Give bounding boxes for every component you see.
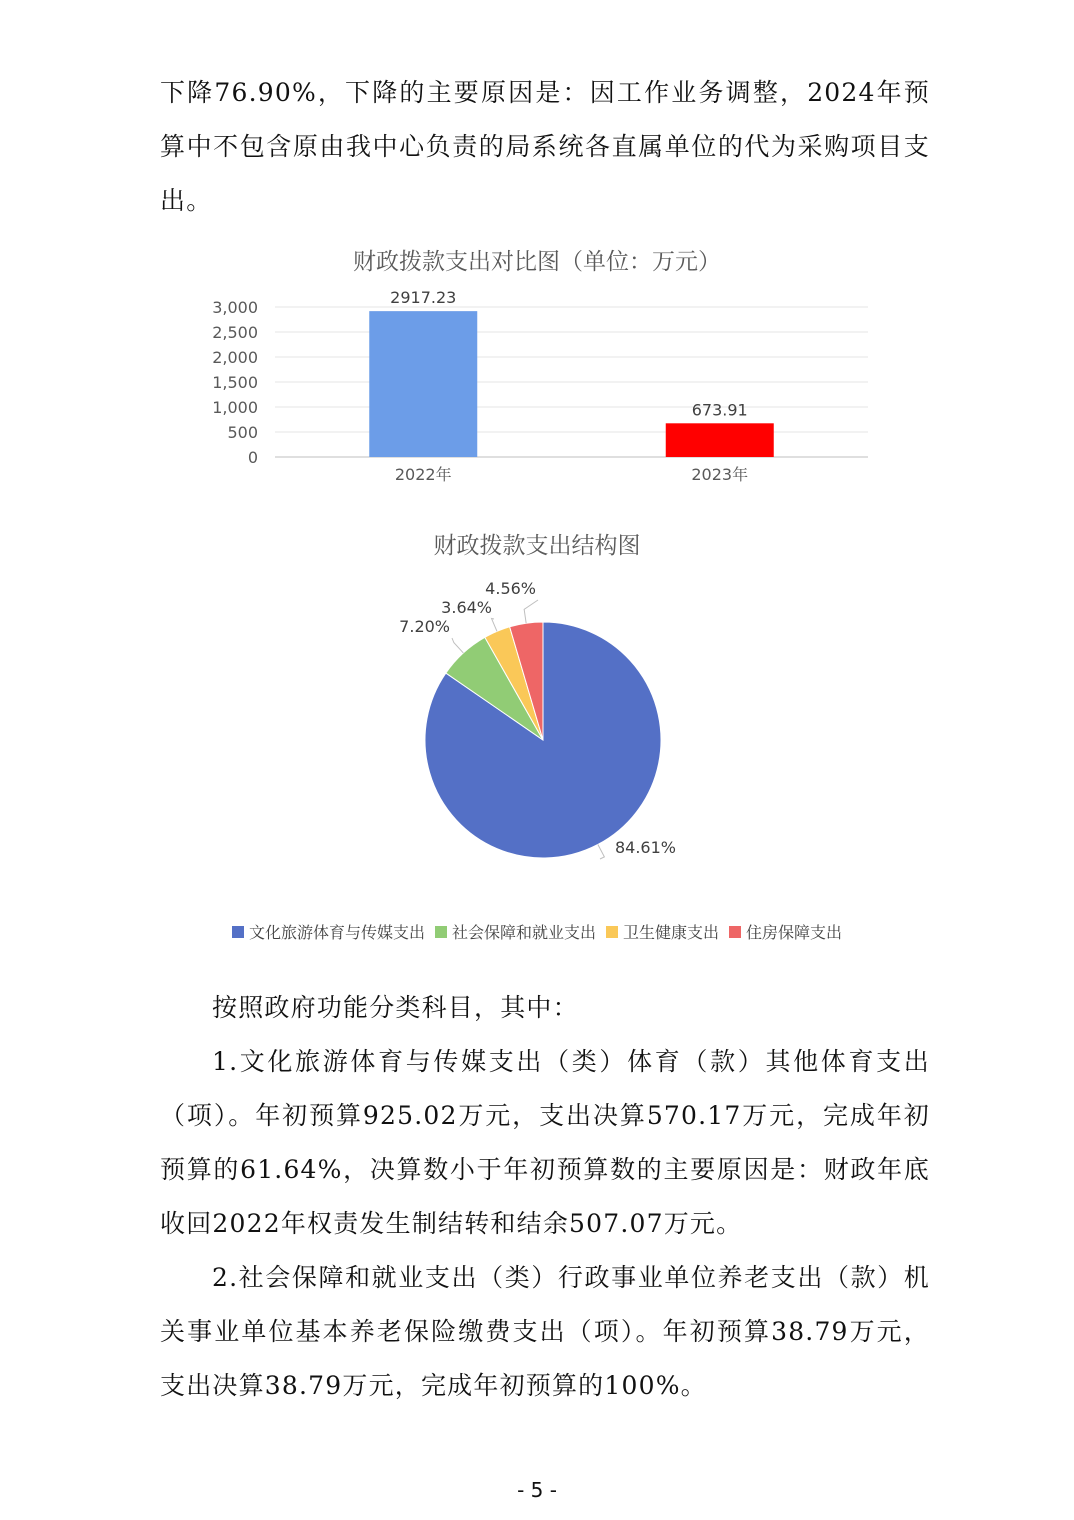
paragraph-item-2: 2.社会保障和就业支出（类）行政事业单位养老支出（款）机关事业单位基本养老保险缴费支出（项）。年初预算38.79万元，支出决算38.79万元，完成年初预算的100%。	[160, 1263, 930, 1400]
legend-item-social	[435, 920, 596, 943]
legend-swatch-social	[435, 926, 447, 938]
legend-swatch-housing	[729, 926, 741, 938]
legend-label-health: 卫生健康支出	[623, 923, 720, 942]
bar-ytick-label: 2,000	[212, 348, 258, 367]
bar-value-label: 2917.23	[390, 288, 457, 308]
bar-1	[369, 311, 477, 457]
bar-chart	[0, 280, 1074, 520]
pie-leader-line	[491, 618, 496, 631]
paragraph-intro: 下降76.90%，下降的主要原因是：因工作业务调整，2024年预算中不包含原由我中心负责的局系统各直属单位的代为采购项目支出。	[160, 78, 930, 215]
bar-value-label: 673.91	[691, 400, 748, 420]
bar-ytick-label: 3,000	[212, 298, 258, 317]
pie-leader-line	[452, 638, 463, 653]
legend-item-housing	[729, 920, 842, 943]
legend-label-housing: 住房保障支出	[746, 923, 843, 942]
legend-label-culture: 文化旅游体育与传媒支出	[248, 923, 425, 942]
bar-ytick-label: 500	[227, 423, 258, 442]
pie-value-label: 4.56%	[485, 579, 536, 598]
legend-label-social: 社会保障和就业支出	[451, 923, 596, 942]
bar-ytick-label: 2,500	[212, 323, 258, 342]
paragraph-classification: 按照政府功能分类科目，其中：	[212, 993, 579, 1022]
bar-2	[666, 423, 774, 457]
pie-leader-line	[598, 844, 605, 859]
legend-swatch-culture	[232, 926, 244, 938]
pie-leader-line	[524, 600, 538, 623]
pie-value-label: 3.64%	[441, 598, 492, 617]
bar-chart-title: 财政拨款支出对比图（单位：万元）	[353, 249, 721, 275]
legend-item-culture	[232, 920, 425, 943]
pie-value-label: 84.61%	[614, 838, 676, 857]
legend-swatch-health	[606, 926, 618, 938]
pie-legend	[0, 920, 1074, 943]
pie-value-label: 7.20%	[399, 617, 450, 636]
bar-ytick-label: 0	[247, 448, 258, 467]
page-number: - 5 -	[517, 1478, 557, 1502]
bar-xtick-label: 2023年	[691, 465, 749, 484]
bar-xtick-label: 2022年	[394, 465, 452, 484]
bar-ytick-label: 1,500	[212, 373, 258, 392]
bar-ytick-label: 1,000	[212, 398, 258, 417]
pie-chart-title: 财政拨款支出结构图	[433, 533, 641, 559]
pie-chart	[0, 570, 1074, 900]
legend-item-health	[606, 920, 719, 943]
paragraph-item-1: 1.文化旅游体育与传媒支出（类）体育（款）其他体育支出（项）。年初预算925.02万元，支出决算570.17万元，完成年初预算的61.64%，决算数小于年初预算数的主要原因是：财政年底收回2022年权责发生制结转和结余507.07万元。	[160, 1047, 930, 1238]
